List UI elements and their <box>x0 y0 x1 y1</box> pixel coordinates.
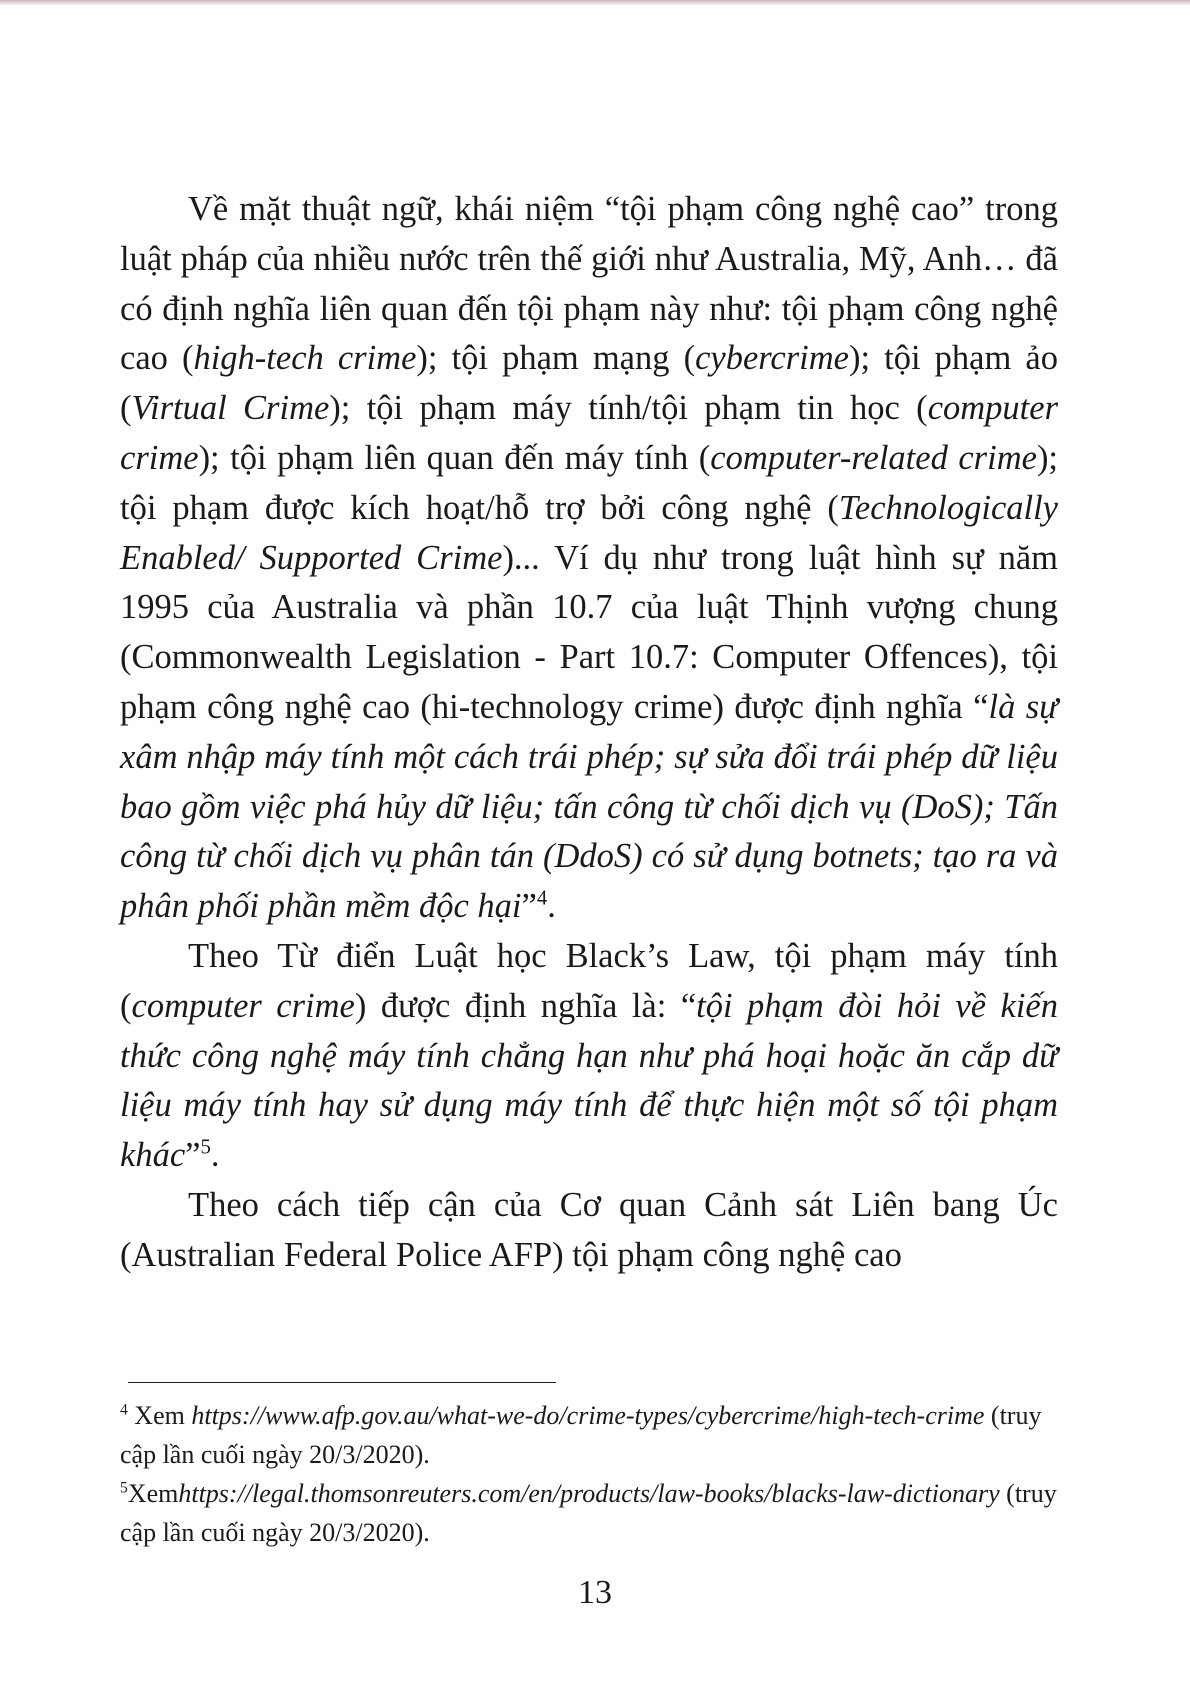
italic-run: cybercrime <box>695 339 849 378</box>
italic-run: Technologically Enabled/ Supported Crime <box>120 488 1058 577</box>
italic-run: computer crime <box>120 389 1058 477</box>
footnotes <box>120 1396 1058 1552</box>
text-run: Theo Từ điển Luật học Black’s Law, tội phạm máy tính ( <box>120 936 1058 1025</box>
page-top-edge <box>0 0 1190 6</box>
text-run: ) được định nghĩa là: “ <box>354 986 697 1025</box>
text-run: ); tội phạm máy tính/tội phạm tin học ( <box>329 389 928 428</box>
footnote-prefix: Xem <box>127 1479 179 1508</box>
italic-run: high-tech crime <box>193 339 417 378</box>
text-run: ” <box>185 1136 201 1175</box>
text-run: ); tội phạm mạng ( <box>416 339 696 378</box>
footnote-separator <box>128 1382 556 1383</box>
footnote-number: 4 <box>120 1401 128 1419</box>
footnote-prefix: Xem <box>127 1401 192 1430</box>
footnote-number: 5 <box>120 1479 128 1497</box>
text-run: Về mặt thuật ngữ, khái niệm “tội phạm công nghệ cao” trong luật pháp của nhiều nước trên thế giới như Australia, Mỹ, Anh… đã có định nghĩa liên quan đến tội phạm này như: tội phạm công nghệ cao ( <box>120 190 1058 378</box>
italic-run: là sự xâm nhập máy tính một cách trái phép; sự sửa đổi trái phép dữ liệu bao gồm việc phá hủy dữ liệu; tấn công từ chối dịch vụ (DoS); Tấn công từ chối dịch vụ phân tán (DdoS) có sử dụng botnets; tạo ra và phân phối phần mềm độc hại <box>120 687 1058 926</box>
text-run: ); tội phạm liên quan đến máy tính ( <box>198 438 711 477</box>
text-run: . <box>210 1136 220 1175</box>
paragraph-3 <box>120 1181 1058 1281</box>
footnote-suffix: (truy cập lần cuối ngày 20/3/2020). <box>120 1479 1057 1547</box>
italic-run: tội phạm đòi hỏi về kiến thức công nghệ máy tính chẳng hạn như phá hoại hoặc ăn cắp dữ liệu máy tính hay sử dụng máy tính để thực hiện một số tội phạm khác <box>120 986 1058 1175</box>
italic-run: computer crime <box>131 986 355 1025</box>
text-run: ); tội phạm ảo ( <box>120 339 1058 428</box>
footnote-url: https://legal.thomsonreuters.com/en/products/law-books/blacks-law-dictionary <box>178 1479 1000 1508</box>
footnote-suffix: (truy cập lần cuối ngày 20/3/2020). <box>120 1401 1042 1469</box>
text-run: ); tội phạm được kích hoạt/hỗ trợ bởi công nghệ ( <box>120 438 1059 527</box>
text-run: ” <box>521 887 537 926</box>
footnote-5 <box>120 1474 1058 1552</box>
paragraph-1 <box>120 185 1058 932</box>
paragraph-2 <box>120 932 1058 1181</box>
text-run: Theo cách tiếp cận của Cơ quan Cảnh sát Liên bang Úc (Australian Federal Police AFP) tội phạm công nghệ cao <box>120 1185 1058 1274</box>
text-run: )... Ví dụ như trong luật hình sự năm 1995 của Australia và phần 10.7 của luật Thịnh vượng chung (Commonwealth Legislation - Part 10.7: Computer Offences), tội phạm công nghệ cao (hi-technology crime) được định nghĩa “ <box>120 538 1058 726</box>
page-number: 13 <box>578 1574 612 1611</box>
body-text <box>120 185 1058 1281</box>
footnote-4 <box>120 1396 1058 1474</box>
text-run: . <box>547 887 556 926</box>
italic-run: computer-related crime <box>710 438 1037 477</box>
footnote-ref: 5 <box>200 1136 211 1159</box>
footnote-url: https://www.afp.gov.au/what-we-do/crime-types/cybercrime/high-tech-crime <box>191 1401 985 1430</box>
footnote-ref: 4 <box>536 887 548 910</box>
italic-run: Virtual Crime <box>131 389 330 428</box>
